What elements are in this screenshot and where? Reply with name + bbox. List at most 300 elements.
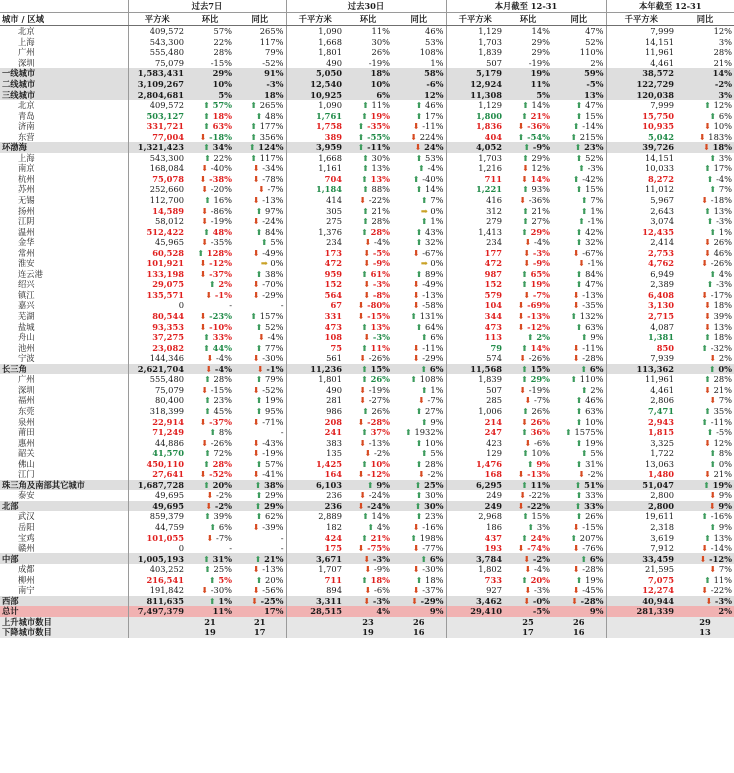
value-text: 7% [590,195,604,206]
value-text: 28% [713,47,733,58]
arrow-down-icon: ⬇ [205,500,213,511]
value-text: 97% [265,205,284,216]
value-text: 555,480 [149,374,184,385]
value-text: -13% [527,311,550,322]
arrow-down-icon: ⬇ [412,342,420,353]
arrow-up-icon: ⬆ [701,342,709,353]
table-row [0,174,734,185]
city-name-cell: 长三角 [0,364,128,375]
arrow-down-icon: ⬇ [411,595,419,606]
value-text: 331,721 [146,121,184,132]
value-cell [186,121,234,132]
value-cell [606,522,676,533]
value-cell [676,522,734,533]
value-cell [504,490,552,501]
value-text: 241 [324,427,342,438]
value-cell [676,627,734,638]
value-text: 63% [212,121,232,132]
value-text: 7,075 [648,574,675,585]
value-cell [128,469,186,480]
arrow-down-icon: ⬇ [709,353,717,364]
value-text: 561 [326,353,342,364]
value-cell [446,110,504,121]
value-text: 3,130 [648,300,675,311]
value-cell [392,163,446,174]
value-text: 224% [419,131,444,142]
value-text: 93% [531,184,550,195]
city-name-cell: 绍兴 [0,279,128,290]
value-cell [234,258,286,269]
table-row [0,448,734,459]
value-cell [606,68,676,79]
value-text: 281 [326,395,342,406]
arrow-up-icon: ⬆ [522,448,530,459]
value-cell [504,353,552,364]
value-text: 11,012 [645,184,675,195]
value-text: -11% [422,121,444,132]
value-cell [186,195,234,206]
value-cell [344,553,392,564]
value-cell [128,332,186,343]
arrow-up-icon: ⬆ [575,226,583,237]
value-cell [128,279,186,290]
arrow-up-icon: ⬆ [255,110,263,121]
value-text: -1% [587,258,604,269]
arrow-up-icon: ⬆ [204,405,212,416]
value-text: 65% [530,268,550,279]
value-cell [606,290,676,301]
value-text: 0% [270,258,284,269]
arrow-down-icon: ⬇ [252,279,260,290]
value-cell [552,79,606,90]
value-text: 14% [531,100,550,111]
value-text: -22% [710,585,733,596]
value-cell [286,290,344,301]
value-cell [552,184,606,195]
value-text: 5,179 [476,68,502,79]
arrow-up-icon: ⬆ [415,321,423,332]
city-name-cell: 无锡 [0,195,128,206]
value-text: 4% [718,268,733,279]
arrow-up-icon: ⬆ [522,184,530,195]
value-text: -24% [262,216,284,227]
value-cell [446,532,504,543]
table-body [0,26,734,638]
value-cell [186,574,234,585]
value-cell [234,100,286,111]
value-cell [186,342,234,353]
value-cell [234,385,286,396]
value-cell [606,480,676,491]
value-text: 414 [326,195,342,206]
arrow-down-icon: ⬇ [364,237,372,248]
value-text: -58% [422,300,444,311]
value-text: 356% [259,131,284,142]
city-name-cell: 莆田 [0,427,128,438]
value-text: 29,075 [152,279,184,290]
value-cell [234,532,286,543]
value-text: 26% [531,405,550,416]
value-cell [504,574,552,585]
value-cell [186,543,234,554]
value-text: 6% [718,110,733,121]
value-text: 20% [212,479,232,490]
city-name-cell: 镇江 [0,290,128,301]
arrow-down-icon: ⬇ [252,469,260,480]
value-cell [234,332,286,343]
value-text: 2,389 [650,279,675,290]
value-cell [344,574,392,585]
value-cell [606,395,676,406]
value-text: 47% [585,100,604,111]
value-text: 2% [218,279,232,290]
value-cell [186,437,234,448]
value-cell [392,511,446,522]
value-text: 182 [326,521,342,532]
value-cell [504,437,552,448]
value-cell [286,79,344,90]
value-cell [504,184,552,195]
value-text: -29% [420,595,444,606]
arrow-down-icon: ⬇ [519,490,527,501]
region-summary-row [0,89,734,100]
value-text: 10% [425,437,444,448]
value-cell [234,26,286,37]
city-name-cell: 总计 [0,606,128,617]
value-cell [234,490,286,501]
table-row [0,290,734,301]
value-cell [606,110,676,121]
arrow-down-icon: ⬇ [517,469,525,480]
arrow-down-icon: ⬇ [252,163,260,174]
arrow-down-icon: ⬇ [519,384,527,395]
value-text: -37% [422,585,444,596]
value-text: 0% [718,458,733,469]
value-text: 14% [530,342,550,353]
value-text: 1932% [414,427,444,438]
arrow-down-icon: ⬇ [252,585,260,596]
value-text: 60,528 [152,247,184,258]
value-cell [392,110,446,121]
arrow-up-icon: ⬆ [415,268,423,279]
value-text: 19% [265,395,284,406]
arrow-up-icon: ⬆ [362,216,370,227]
value-text: 1,836 [476,121,502,132]
value-text: 14% [371,511,390,522]
arrow-up-icon: ⬆ [575,268,583,279]
value-cell [286,269,344,280]
value-text: 1% [718,226,733,237]
value-text: 5,967 [650,195,675,206]
table-row [0,311,734,322]
value-text: 12% [424,89,444,100]
arrow-down-icon: ⬇ [704,437,712,448]
arrow-up-icon: ⬆ [255,511,263,522]
arrow-up-icon: ⬆ [521,268,529,279]
value-text: 450,110 [146,458,184,469]
value-text: 1,800 [476,110,502,121]
value-text: -4% [214,363,232,374]
value-text: -22% [528,490,550,501]
value-cell [504,121,552,132]
arrow-up-icon: ⬆ [203,479,211,490]
arrow-flat-icon: ➡ [420,205,428,216]
value-text: 75,079 [154,384,184,395]
value-cell [446,353,504,364]
city-name-cell: 三线城市 [0,89,128,100]
value-cell [186,532,234,543]
arrow-up-icon: ⬆ [415,490,423,501]
arrow-down-icon: ⬇ [572,564,580,575]
arrow-up-icon: ⬆ [704,574,712,585]
arrow-down-icon: ⬇ [572,585,580,596]
arrow-up-icon: ⬆ [521,226,529,237]
value-cell [392,279,446,290]
value-cell [446,279,504,290]
value-cell [234,195,286,206]
value-cell [676,342,734,353]
value-cell [676,448,734,459]
value-text: 24% [424,142,444,153]
value-cell [186,448,234,459]
value-cell [286,205,344,216]
value-text: 5% [270,237,284,248]
value-text: 28% [213,374,232,385]
value-cell [676,395,734,406]
table-row [0,184,734,195]
value-text: -43% [262,437,284,448]
value-text: 29% [265,490,284,501]
value-text: 48% [212,226,232,237]
value-text: 2,800 [650,490,675,501]
value-text: 1,090 [318,26,342,37]
arrow-up-icon: ⬆ [521,279,529,290]
value-text: 28% [370,226,390,237]
table-row [0,131,734,142]
value-cell [676,511,734,522]
arrow-up-icon: ⬆ [203,226,211,237]
value-text: -20% [210,184,232,195]
value-cell [234,448,286,459]
value-text: 543,300 [149,152,184,163]
value-cell [186,237,234,248]
arrow-up-icon: ⬆ [415,226,423,237]
arrow-down-icon: ⬇ [201,184,209,195]
value-text: 3,311 [316,595,342,606]
value-text: -2% [714,79,733,89]
value-cell [392,469,446,480]
value-cell [186,596,234,607]
value-text: 20% [530,574,550,585]
arrow-up-icon: ⬆ [255,374,263,385]
value-text: -7% [532,289,550,300]
value-cell [186,406,234,417]
value-text: 7,999 [650,26,675,37]
value-text: 12% [713,437,733,448]
value-text: 279 [486,216,502,227]
value-cell [128,58,186,69]
value-text: -3% [266,79,284,89]
value-cell [286,226,344,237]
value-cell [186,290,234,301]
value-text: 344 [484,311,502,322]
arrow-up-icon: ⬆ [709,184,717,195]
value-text: 27% [531,216,550,227]
value-cell [186,68,234,79]
arrow-up-icon: ⬆ [704,332,712,343]
value-text: -6% [374,585,390,596]
value-cell [344,47,392,58]
value-text: -69% [527,300,550,311]
arrow-up-icon: ⬆ [255,490,263,501]
value-text: 3,074 [650,216,675,227]
value-cell [676,47,734,58]
value-text: -24% [368,490,390,501]
city-name-cell: 柳州 [0,574,128,585]
value-text: -19% [368,384,390,395]
city-name-cell: 韶关 [0,448,128,459]
value-text: 10% [713,121,733,132]
value-text: -3% [534,585,550,596]
value-cell [552,437,606,448]
value-text: 39% [213,511,232,522]
arrow-up-icon: ⬆ [255,405,263,416]
arrow-up-icon: ⬆ [420,416,428,427]
value-cell [446,553,504,564]
value-text: 41,570 [152,448,184,459]
value-text: 409,572 [149,100,184,111]
value-text: 32% [585,237,604,248]
arrow-flat-icon: ➡ [420,258,428,269]
arrow-down-icon: ⬇ [357,543,365,554]
value-text: 4% [376,606,390,617]
arrow-up-icon: ⬆ [254,553,262,564]
value-text: 4,087 [650,321,675,332]
value-text: 13% [713,205,733,216]
value-cell [504,501,552,512]
value-text: 22,914 [152,416,184,427]
region-summary-row [0,480,734,491]
value-cell [676,68,734,79]
value-cell [504,585,552,596]
value-text: -0% [532,595,550,606]
value-cell [552,532,606,543]
value-text: 58,012 [154,216,184,227]
value-cell [446,89,504,100]
value-cell [552,406,606,417]
value-text: 16 [412,627,425,638]
value-cell [676,100,734,111]
value-cell [606,47,676,58]
value-text: 9% [430,416,444,427]
value-cell [234,321,286,332]
value-text: -11% [422,342,444,353]
arrow-down-icon: ⬇ [418,469,425,480]
value-text: -28% [580,595,604,606]
value-cell [392,174,446,185]
arrow-down-icon: ⬇ [199,258,207,269]
arrow-up-icon: ⬆ [357,142,365,153]
value-cell [606,89,676,100]
value-cell [504,543,552,554]
value-cell [392,58,446,69]
value-text: 9% [590,332,604,343]
value-text: -7% [216,532,232,543]
value-text: 12,540 [310,79,342,89]
value-text: 51% [584,479,604,490]
arrow-up-icon: ⬆ [701,511,709,522]
value-cell [234,406,286,417]
arrow-up-icon: ⬆ [575,458,583,469]
value-text: 7% [718,564,733,575]
value-text: 6% [589,363,604,374]
arrow-down-icon: ⬇ [519,353,527,364]
value-cell [286,416,344,427]
arrow-up-icon: ⬆ [575,511,583,522]
value-cell [344,89,392,100]
value-text: 48% [265,110,284,121]
value-text: 30% [371,152,390,163]
value-cell [234,480,286,491]
value-text: -2% [374,448,390,459]
value-text: 13,063 [645,458,675,469]
value-text: 77% [265,342,284,353]
value-cell [446,37,504,48]
city-name-cell: 苏州 [0,184,128,195]
value-cell [676,553,734,564]
value-text: -16% [422,521,444,532]
value-cell [606,258,676,269]
value-text: 193 [484,543,502,554]
value-text: 704 [324,173,342,184]
arrow-up-icon: ⬆ [362,163,370,174]
value-text: 47% [585,279,604,290]
arrow-down-icon: ⬇ [578,469,586,480]
value-cell [392,596,446,607]
value-cell [606,279,676,290]
arrow-up-icon: ⬆ [415,184,423,195]
value-cell [676,142,734,153]
value-cell [606,364,676,375]
value-cell [344,321,392,332]
arrow-down-icon: ⬇ [704,247,712,258]
value-cell [234,311,286,322]
column-header-yoy: 同比 [676,13,734,26]
arrow-up-icon: ⬆ [580,332,588,343]
table-row [0,522,734,533]
value-cell [128,490,186,501]
arrow-down-icon: ⬇ [708,500,716,511]
value-text: 1,802 [478,564,502,575]
value-cell [392,100,446,111]
value-cell [344,237,392,248]
value-text: -56% [262,585,284,596]
value-text: 0 [178,300,184,311]
value-text: 1,583,431 [137,68,184,79]
value-cell [606,121,676,132]
value-text: 285 [486,395,502,406]
arrow-down-icon: ⬇ [363,595,371,606]
value-cell [186,321,234,332]
arrow-down-icon: ⬇ [199,173,207,184]
value-text: 30% [424,500,444,511]
arrow-down-icon: ⬇ [206,353,214,364]
value-text: 15% [531,511,550,522]
value-text: 234 [486,237,502,248]
value-cell [552,216,606,227]
value-cell [344,617,392,628]
value-text: -15% [367,311,390,322]
